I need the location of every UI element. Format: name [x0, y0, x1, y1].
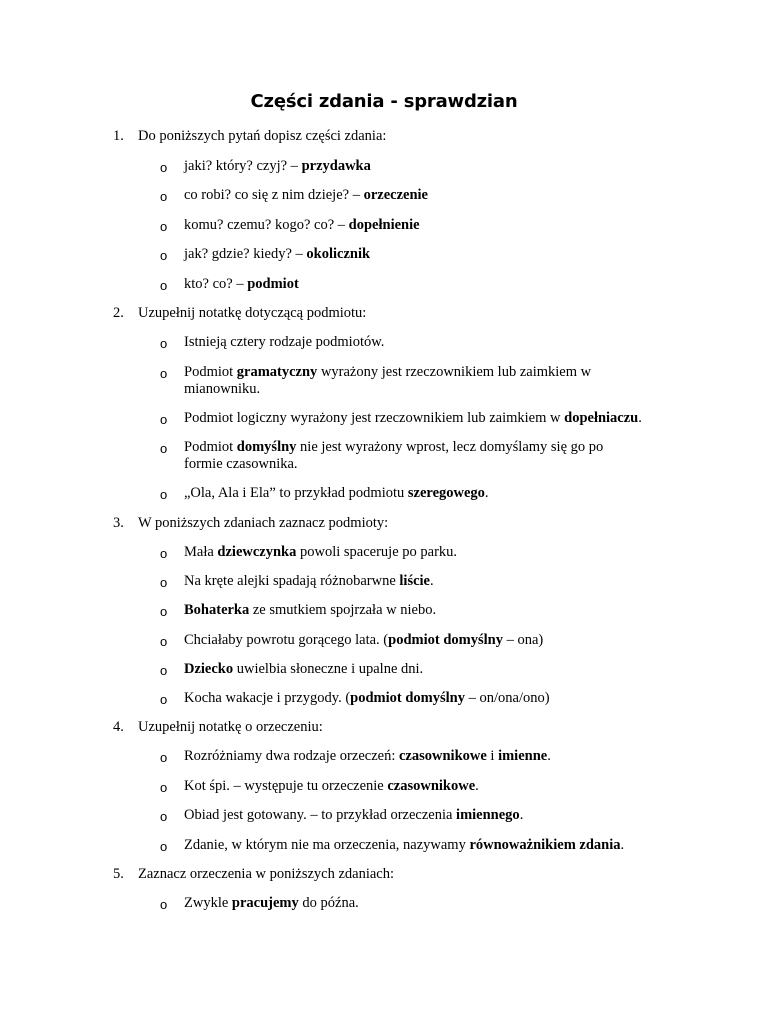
page-title: Części zdania - sprawdzian: [250, 91, 518, 112]
answer-bold: szeregowego: [407, 485, 485, 501]
question-text: Do poniższych pytań dopisz części zdania:: [138, 128, 387, 144]
bullet-icon: o: [160, 839, 168, 854]
bullet-icon: o: [160, 412, 168, 427]
question-number: 2.: [113, 305, 124, 321]
bullet-icon: o: [160, 663, 168, 678]
answer-bold: dopełniaczu: [564, 410, 639, 426]
bullet-icon: o: [160, 809, 168, 824]
question-number: 4.: [113, 719, 124, 735]
answer-bold: imienne: [498, 748, 548, 764]
question-number: 3.: [113, 515, 124, 531]
answer-bold: pracujemy: [231, 895, 299, 911]
bullet-icon: o: [160, 189, 168, 204]
bullet-icon: o: [160, 160, 168, 175]
bullet-icon: o: [160, 487, 168, 502]
question-text: W poniższych zdaniach zaznacz podmioty:: [138, 515, 389, 531]
answer-bold: równoważnikiem zdania: [469, 837, 621, 853]
document-page: Części zdania - sprawdzian 1. Do poniższych pytań dopisz części zdania: o jaki? który? czyj? – przydawka o co robi? co się z nim dzieje? – orzeczenie o komu? czemu? kogo? co? – dopełnienie o jak? gdzie? kiedy? – okolicznik o kto? co? – podmiot 2. Uzupełnij notatkę dotyczącą podmiotu: o Istnieją cztery rodzaje podmiotów. o Podmiot gramatyczny wyrażony jest rzeczownikiem lub zaimkiem w mianowniku. o Podmiot logiczny wyrażony jest rzeczownikiem lub zaimkiem w dopełniaczu. o Podmiot domyślny nie jest wyrażony wprost, lecz domyślamy się go po formie czasownika. o „Ola, Ala i Ela” to przykład podmiotu szeregowego. 3. W poniższych zdaniach zaznacz podmioty: o Mała dziewczynka powoli spaceruje po parku. o Na kręte alejki spadają różnobarwne liście. o Bohaterka ze smutkiem spojrzała w niebo. o Chciałaby powrotu gorącego lata. (podmiot domyślny – ona) o Dziecko uwielbia słoneczne i upalne dni. o Kocha wakacje i przygody. (podmiot domyślny – on/ona/ono) 4. Uzupełnij notatkę o orzeczeniu: o Rozróżniamy dwa rodzaje orzeczeń: czasownikowe i imienne. o Kot śpi. – występuje tu orzeczenie czasownikowe. o Obiad jest gotowany. – to przykład orzeczenia imiennego. o Zdanie, w którym nie ma orzeczenia, nazywamy równoważnikiem zdania. 5. Zaznacz orzeczenia w poniższych zdaniach: o Zwykle pracujemy do późna.: [0, 0, 768, 1024]
answer-bold: dopełnienie: [348, 217, 420, 233]
answer-bold: czasownikowe: [398, 748, 487, 764]
answer-bold: podmiot domyślny: [388, 632, 503, 648]
bullet-icon: o: [160, 897, 168, 912]
question-text: Uzupełnij notatkę o orzeczeniu:: [138, 719, 323, 735]
answer-bold: gramatyczny: [236, 364, 318, 380]
answer-bold: imiennego: [456, 807, 520, 823]
bullet-icon: o: [160, 604, 168, 619]
bullet-icon: o: [160, 692, 168, 707]
answer-bold: podmiot domyślny: [350, 690, 465, 706]
question-number: 1.: [113, 128, 124, 144]
question-number: 5.: [113, 866, 124, 882]
answer-bold: Dziecko: [184, 661, 234, 677]
question-text: Zaznacz orzeczenia w poniższych zdaniach:: [138, 866, 395, 882]
bullet-icon: o: [160, 634, 168, 649]
bullet-icon: o: [160, 366, 168, 381]
question-text: Uzupełnij notatkę dotyczącą podmiotu:: [138, 305, 367, 321]
answer-bold: Bohaterka: [184, 602, 250, 618]
bullet-icon: o: [160, 575, 168, 590]
bullet-icon: o: [160, 441, 168, 456]
answer-bold: okolicznik: [306, 246, 371, 262]
answer-bold: dziewczynka: [217, 544, 297, 560]
bullet-icon: o: [160, 219, 168, 234]
answer-bold: orzeczenie: [363, 187, 428, 203]
bullet-icon: o: [160, 546, 168, 561]
bullet-icon: o: [160, 780, 168, 795]
answer-bold: liście: [399, 573, 430, 589]
answer-bold: domyślny: [236, 439, 297, 455]
bullet-icon: o: [160, 750, 168, 765]
bullet-icon: o: [160, 278, 168, 293]
answer-bold: czasownikowe: [387, 778, 476, 794]
bullet-icon: o: [160, 248, 168, 263]
answer-bold: przydawka: [301, 158, 371, 174]
answer-bold: podmiot: [247, 276, 299, 292]
bullet-icon: o: [160, 336, 168, 351]
